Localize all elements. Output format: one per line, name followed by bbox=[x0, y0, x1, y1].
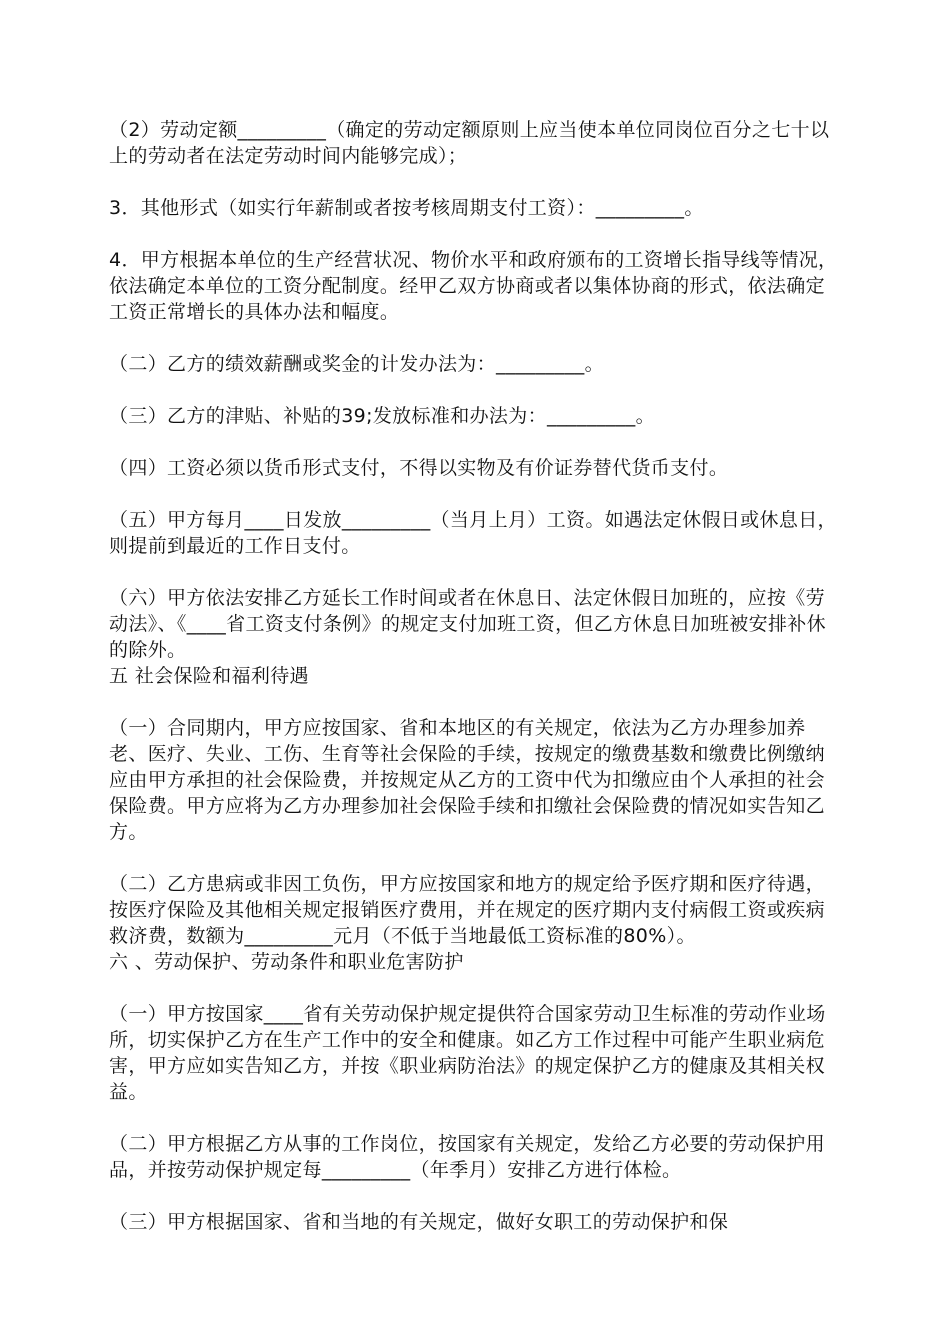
paragraph-protective-equipment: （二）甲方根据乙方从事的工作岗位，按国家有关规定，发给乙方必要的劳动保护用品，并按劳动保护规定每_________（年季月）安排乙方进行体检。 bbox=[109, 1133, 825, 1181]
paragraph-wage-system: 4．甲方根据本单位的生产经营状况、物价水平和政府颁布的工资增长指导线等情况，依法确定本单位的工资分配制度。经甲乙双方协商或者以集体协商的形式，依法确定工资正常增长的具体办法和幅度。 bbox=[109, 249, 838, 323]
paragraph-insurance-contract: （一）合同期内，甲方应按国家、省和本地区的有关规定，依法为乙方办理参加养老、医疗、失业、工伤、生育等社会保险的手续，按规定的缴费基数和缴费比例缴纳应由甲方承担的社会保险费，并按规定从乙方的工资中代为扣缴应由个人承担的社会保险费。甲方应将为乙方办理参加社会保险手续和扣缴社会保险费的情况如实告知乙方。 bbox=[109, 717, 825, 843]
document-body bbox=[109, 117, 844, 1235]
paragraph-allowances: （三）乙方的津贴、补贴的39;发放标准和办法为：_________。 bbox=[109, 405, 655, 427]
paragraph-workplace-safety: （一）甲方按国家____省有关劳动保护规定提供符合国家劳动卫生标准的劳动作业场所，切实保护乙方在生产工作中的安全和健康。如乙方工作过程中可能产生职业病危害，甲方应如实告知乙方，并按《职业病防治法》的规定保护乙方的健康及其相关权益。 bbox=[109, 1003, 826, 1103]
paragraph-female-workers: （三）甲方根据国家、省和当地的有关规定，做好女职工的劳动保护和保 bbox=[109, 1211, 729, 1233]
section-heading-social-insurance: 五 社会保险和福利待遇 bbox=[109, 665, 309, 687]
paragraph-labor-quota: （2）劳动定额_________（确定的劳动定额原则上应当使本单位同岗位百分之七十以上的劳动者在法定劳动时间内能够完成）； bbox=[109, 119, 830, 167]
section-heading-labor-protection: 六 、劳动保护、劳动条件和职业危害防护 bbox=[109, 951, 464, 973]
paragraph-performance-pay: （二）乙方的绩效薪酬或奖金的计发办法为：_________。 bbox=[109, 353, 605, 375]
paragraph-sick-leave: （二）乙方患病或非因工负伤，甲方应按国家和地方的规定给予医疗期和医疗待遇，按医疗保险及其他相关规定报销医疗费用，并在规定的医疗期内支付病假工资或疾病救济费，数额为_________元月（不低于当地最低工资标准的80%）。 bbox=[109, 873, 825, 947]
paragraph-overtime: （六）甲方依法安排乙方延长工作时间或者在休息日、法定休假日加班的，应按《劳动法》、《____省工资支付条例》的规定支付加班工资，但乙方休息日加班被安排补休的除外。 bbox=[109, 587, 827, 661]
paragraph-other-forms: 3．其他形式（如实行年薪制或者按考核周期支付工资）：_________。 bbox=[109, 197, 704, 219]
paragraph-currency-payment: （四）工资必须以货币形式支付，不得以实物及有价证券替代货币支付。 bbox=[109, 457, 729, 479]
paragraph-pay-date: （五）甲方每月____日发放_________（当月上月）工资。如遇法定休假日或休息日，则提前到最近的工作日支付。 bbox=[109, 509, 837, 557]
